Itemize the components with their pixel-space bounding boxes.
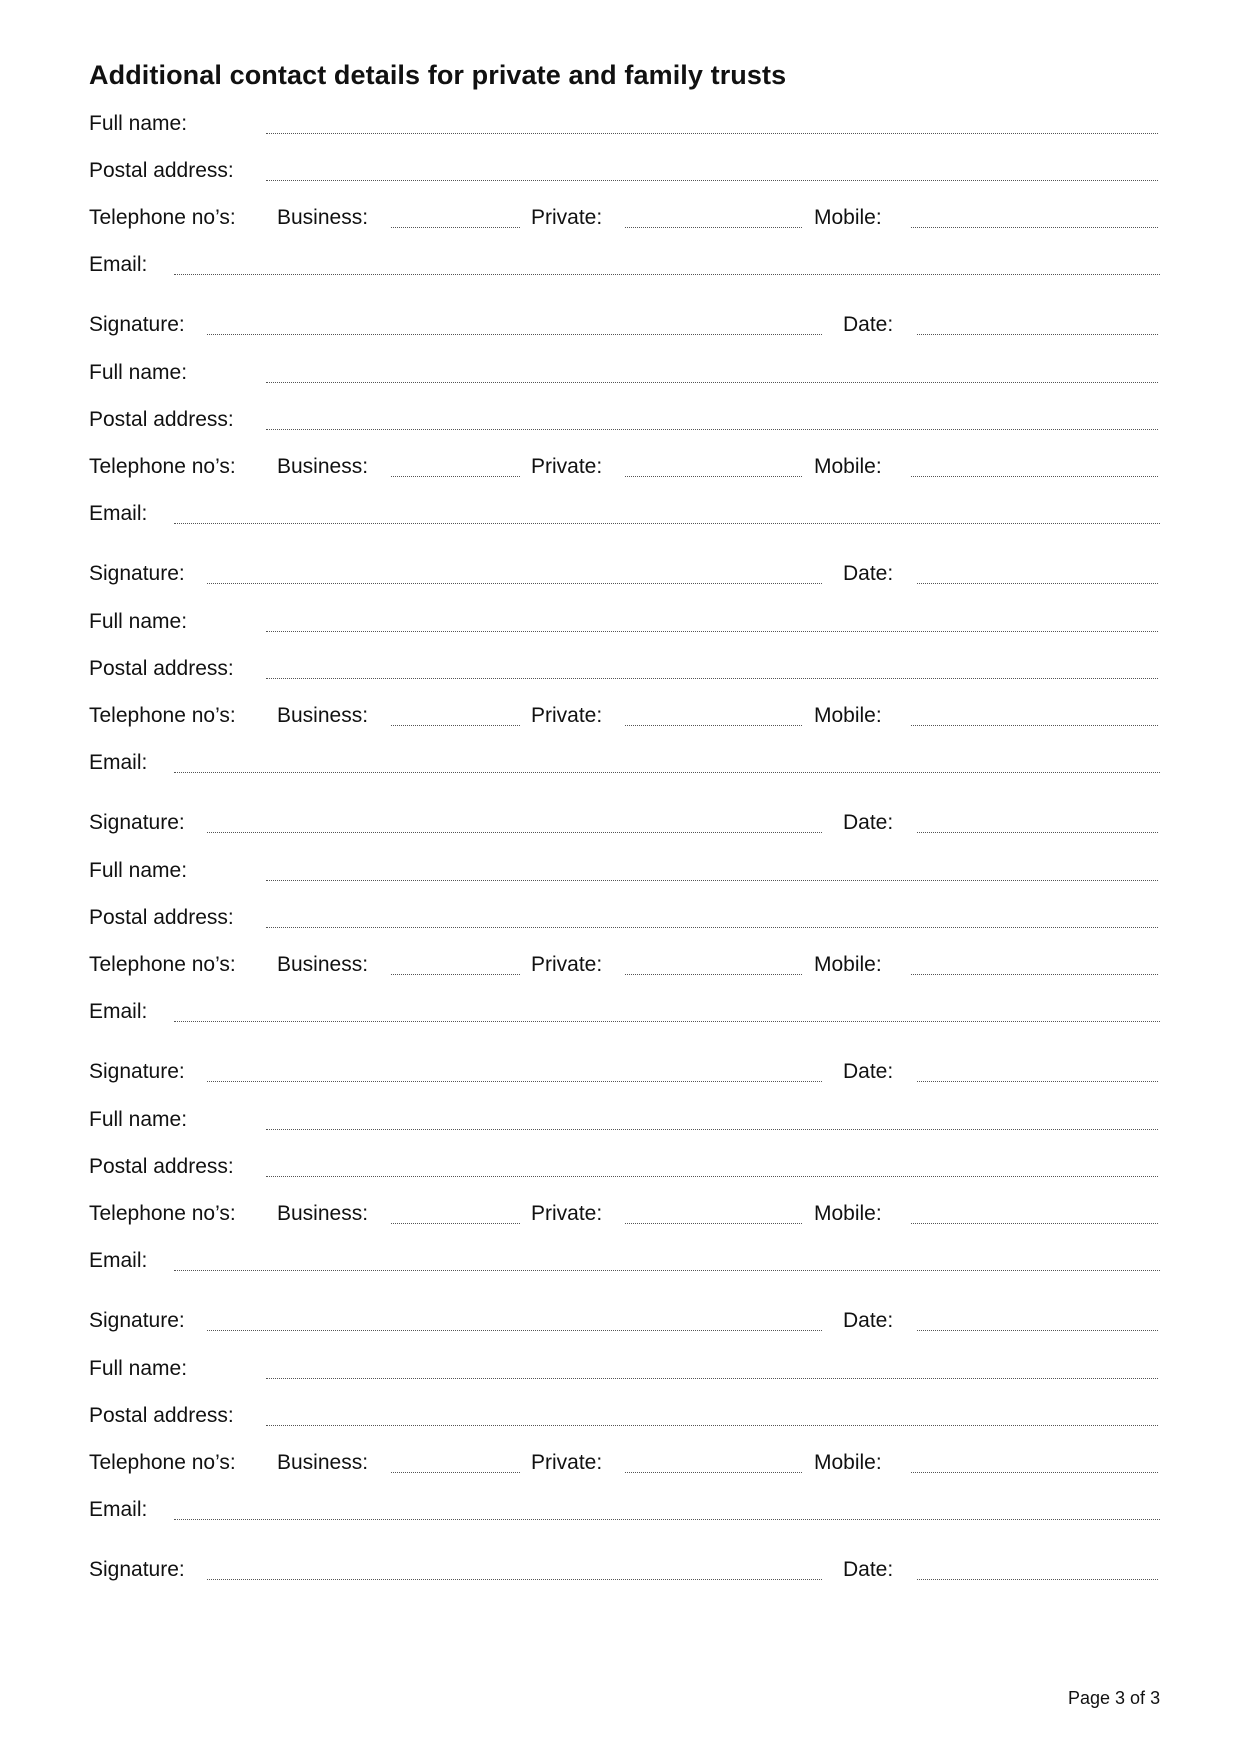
postal-address-row xyxy=(0,653,1241,687)
signature-field[interactable] xyxy=(207,334,822,335)
full-name-label: Full name: xyxy=(89,112,188,135)
telephone-label: Telephone no’s: xyxy=(89,1451,236,1474)
signature-label: Signature: xyxy=(89,313,185,336)
postal-address-row xyxy=(0,404,1241,438)
postal-address-label: Postal address: xyxy=(89,1404,234,1427)
signature-label: Signature: xyxy=(89,1558,185,1581)
full-name-row xyxy=(0,1104,1241,1138)
full-name-field[interactable] xyxy=(266,133,1158,134)
postal-address-field[interactable] xyxy=(266,180,1158,181)
postal-address-label: Postal address: xyxy=(89,657,234,680)
mobile-label: Mobile: xyxy=(814,455,882,478)
email-field[interactable] xyxy=(174,1519,1160,1520)
business-label: Business: xyxy=(277,704,369,727)
private-label: Private: xyxy=(531,206,603,229)
private-phone-field[interactable] xyxy=(625,725,802,726)
date-label: Date: xyxy=(843,1558,894,1581)
business-phone-field[interactable] xyxy=(391,227,520,228)
full-name-field[interactable] xyxy=(266,382,1158,383)
signature-field[interactable] xyxy=(207,832,822,833)
mobile-label: Mobile: xyxy=(814,1451,882,1474)
date-field[interactable] xyxy=(917,1579,1158,1580)
contact-entry-3 xyxy=(0,606,1241,854)
email-label: Email: xyxy=(89,502,148,525)
email-label: Email: xyxy=(89,253,148,276)
date-label: Date: xyxy=(843,1060,894,1083)
postal-address-field[interactable] xyxy=(266,429,1158,430)
postal-address-row xyxy=(0,902,1241,936)
postal-address-row xyxy=(0,1400,1241,1434)
postal-address-row xyxy=(0,1151,1241,1185)
mobile-phone-field[interactable] xyxy=(911,1223,1158,1224)
full-name-field[interactable] xyxy=(266,631,1158,632)
telephone-row xyxy=(0,700,1241,734)
business-phone-field[interactable] xyxy=(391,725,520,726)
telephone-label: Telephone no’s: xyxy=(89,206,236,229)
email-row xyxy=(0,996,1241,1030)
telephone-label: Telephone no’s: xyxy=(89,704,236,727)
page-number: Page 3 of 3 xyxy=(1068,1688,1161,1708)
contact-entry-2 xyxy=(0,357,1241,605)
full-name-label: Full name: xyxy=(89,361,188,384)
business-label: Business: xyxy=(277,455,369,478)
date-label: Date: xyxy=(843,562,894,585)
postal-address-label: Postal address: xyxy=(89,159,234,182)
mobile-phone-field[interactable] xyxy=(911,974,1158,975)
telephone-label: Telephone no’s: xyxy=(89,455,236,478)
private-label: Private: xyxy=(531,1451,603,1474)
telephone-row xyxy=(0,202,1241,236)
postal-address-label: Postal address: xyxy=(89,408,234,431)
signature-field[interactable] xyxy=(207,1081,822,1082)
email-field[interactable] xyxy=(174,274,1160,275)
business-phone-field[interactable] xyxy=(391,1223,520,1224)
date-label: Date: xyxy=(843,313,894,336)
date-field[interactable] xyxy=(917,1330,1158,1331)
mobile-phone-field[interactable] xyxy=(911,476,1158,477)
business-label: Business: xyxy=(277,953,369,976)
signature-row xyxy=(0,1305,1241,1339)
date-label: Date: xyxy=(843,811,894,834)
postal-address-label: Postal address: xyxy=(89,906,234,929)
mobile-label: Mobile: xyxy=(814,1202,882,1225)
full-name-row xyxy=(0,606,1241,640)
full-name-row xyxy=(0,108,1241,142)
email-label: Email: xyxy=(89,1249,148,1272)
contact-entry-4 xyxy=(0,855,1241,1103)
full-name-field[interactable] xyxy=(266,1378,1158,1379)
date-label: Date: xyxy=(843,1309,894,1332)
mobile-label: Mobile: xyxy=(814,704,882,727)
email-label: Email: xyxy=(89,1498,148,1521)
private-label: Private: xyxy=(531,704,603,727)
telephone-row xyxy=(0,949,1241,983)
full-name-field[interactable] xyxy=(266,880,1158,881)
contact-entry-6 xyxy=(0,1353,1241,1601)
business-phone-field[interactable] xyxy=(391,1472,520,1473)
mobile-label: Mobile: xyxy=(814,206,882,229)
mobile-label: Mobile: xyxy=(814,953,882,976)
full-name-label: Full name: xyxy=(89,859,188,882)
email-row xyxy=(0,1494,1241,1528)
contact-entry-5 xyxy=(0,1104,1241,1352)
full-name-label: Full name: xyxy=(89,1357,188,1380)
email-row xyxy=(0,249,1241,283)
full-name-row xyxy=(0,855,1241,889)
email-row xyxy=(0,498,1241,532)
email-label: Email: xyxy=(89,1000,148,1023)
contact-entry-1 xyxy=(0,108,1241,356)
email-field[interactable] xyxy=(174,1021,1160,1022)
postal-address-field[interactable] xyxy=(266,1176,1158,1177)
private-phone-field[interactable] xyxy=(625,227,802,228)
full-name-field[interactable] xyxy=(266,1129,1158,1130)
telephone-label: Telephone no’s: xyxy=(89,953,236,976)
private-phone-field[interactable] xyxy=(625,1223,802,1224)
signature-row xyxy=(0,807,1241,841)
signature-row xyxy=(0,1056,1241,1090)
mobile-phone-field[interactable] xyxy=(911,725,1158,726)
private-label: Private: xyxy=(531,1202,603,1225)
postal-address-field[interactable] xyxy=(266,1425,1158,1426)
telephone-row xyxy=(0,451,1241,485)
private-label: Private: xyxy=(531,953,603,976)
signature-label: Signature: xyxy=(89,1060,185,1083)
business-label: Business: xyxy=(277,1451,369,1474)
signature-field[interactable] xyxy=(207,583,822,584)
page-title: Additional contact details for private and family trusts xyxy=(89,60,787,90)
full-name-label: Full name: xyxy=(89,610,188,633)
private-label: Private: xyxy=(531,455,603,478)
signature-row xyxy=(0,558,1241,592)
business-label: Business: xyxy=(277,206,369,229)
telephone-label: Telephone no’s: xyxy=(89,1202,236,1225)
signature-label: Signature: xyxy=(89,1309,185,1332)
email-field[interactable] xyxy=(174,523,1160,524)
mobile-phone-field[interactable] xyxy=(911,1472,1158,1473)
date-field[interactable] xyxy=(917,1081,1158,1082)
private-phone-field[interactable] xyxy=(625,476,802,477)
signature-label: Signature: xyxy=(89,562,185,585)
email-field[interactable] xyxy=(174,772,1160,773)
email-row xyxy=(0,1245,1241,1279)
signature-field[interactable] xyxy=(207,1579,822,1580)
email-row xyxy=(0,747,1241,781)
business-label: Business: xyxy=(277,1202,369,1225)
full-name-label: Full name: xyxy=(89,1108,188,1131)
mobile-phone-field[interactable] xyxy=(911,227,1158,228)
signature-label: Signature: xyxy=(89,811,185,834)
signature-row xyxy=(0,1554,1241,1588)
business-phone-field[interactable] xyxy=(391,476,520,477)
email-label: Email: xyxy=(89,751,148,774)
full-name-row xyxy=(0,1353,1241,1387)
postal-address-label: Postal address: xyxy=(89,1155,234,1178)
date-field[interactable] xyxy=(917,334,1158,335)
email-field[interactable] xyxy=(174,1270,1160,1271)
telephone-row xyxy=(0,1198,1241,1232)
private-phone-field[interactable] xyxy=(625,974,802,975)
business-phone-field[interactable] xyxy=(391,974,520,975)
date-field[interactable] xyxy=(917,832,1158,833)
telephone-row xyxy=(0,1447,1241,1481)
full-name-row xyxy=(0,357,1241,391)
postal-address-row xyxy=(0,155,1241,189)
private-phone-field[interactable] xyxy=(625,1472,802,1473)
postal-address-field[interactable] xyxy=(266,927,1158,928)
signature-field[interactable] xyxy=(207,1330,822,1331)
signature-row xyxy=(0,309,1241,343)
date-field[interactable] xyxy=(917,583,1158,584)
postal-address-field[interactable] xyxy=(266,678,1158,679)
